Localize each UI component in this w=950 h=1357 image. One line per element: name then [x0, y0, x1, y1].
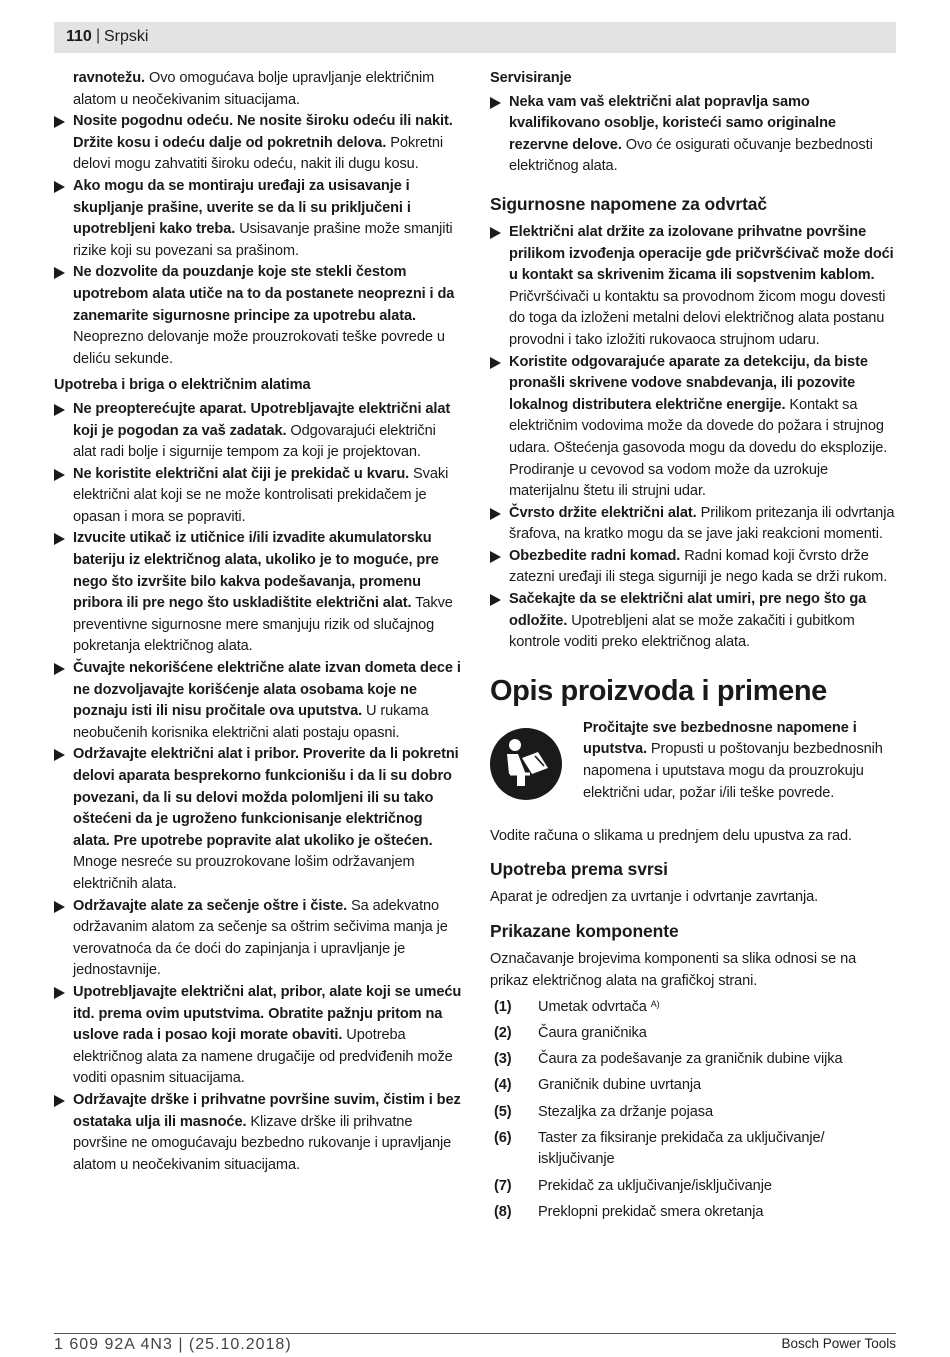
component-item: [490, 1202, 896, 1224]
bullet-triangle-icon: [54, 267, 65, 279]
bullet-triangle-icon: [54, 404, 65, 416]
bullet-item: Sačekajte da se električni alat umiri, pre nego što ga odložite. Upotrebljeni alat se može zakačiti i gubitkom kontrole voditi preko električnog alata.: [490, 589, 896, 654]
read-instructions-notice: Pročitajte sve bezbednosne napomene i uputstva. Propusti u poštovanju bezbednosnih napomena i uputstava mogu da prouzrokuju električni udar, požar i/ili teške povrede.: [490, 718, 896, 826]
bullet-triangle-icon: [54, 181, 65, 193]
continued-paragraph: ravnotežu. Ovo omogućava bolje upravljanje električnim alatom u neočekivanim situacijama.: [73, 70, 435, 108]
bullet-triangle-icon: [490, 97, 501, 109]
intended-use-text: Aparat je odredjen za uvrtanje i odvrtanje zavrtanja.: [490, 889, 819, 906]
read-manual-icon: [490, 728, 562, 800]
component-number: (7): [494, 1177, 512, 1194]
component-label: Umetak odvrtača $^{A)}$: [538, 998, 660, 1015]
component-item: [490, 1049, 896, 1071]
right-column: [490, 68, 896, 1223]
component-number: (4): [494, 1077, 512, 1094]
component-label: Preklopni prekidač smera okretanja: [538, 1203, 764, 1220]
component-label: Taster za fiksiranje prekidača za uključivanje/ isključivanje: [538, 1129, 825, 1168]
bullet-triangle-icon: [54, 663, 65, 675]
component-item: [490, 997, 896, 1019]
component-number: (8): [494, 1203, 512, 1220]
component-label: Graničnik dubine uvrtanja: [538, 1077, 701, 1094]
component-item: [490, 1176, 896, 1198]
bullet-triangle-icon: [490, 508, 501, 520]
components-intro: Označavanje brojevima komponenti sa slika odnosi se na prikaz električnog alata na grafičkoj strani.: [490, 951, 857, 989]
component-label: Stezaljka za držanje pojasa: [538, 1103, 713, 1120]
component-item: [490, 1023, 896, 1045]
component-label: Čaura za podešavanje za graničnik dubine vijka: [538, 1051, 843, 1068]
section-heading-safety: Sigurnosne napomene za odvrtač: [490, 193, 768, 214]
bullet-item: Čuvajte nekorišćene električne alate izvan dometa dece i ne dozvoljavajte korišćenje alata osobama koje ne poznaju isti ili nisu pročitale ova uputstva. U rukama neobučenih korisnika električni alati postaju opasni.: [54, 658, 462, 744]
bullet-item: Ne koristite električni alat čiji je prekidač u kvaru. Svaki električni alat koji se ne može kontrolisati prekidačem je opasan i mora se popraviti.: [54, 464, 462, 529]
component-number: (3): [494, 1051, 512, 1068]
footnote-marker: A): [650, 998, 660, 1009]
bullet-triangle-icon: [490, 551, 501, 563]
bullet-triangle-icon: [54, 901, 65, 913]
component-item: [490, 1102, 896, 1124]
bullet-triangle-icon: [490, 227, 501, 239]
document-code: 1 609 92A 4N3 | (25.10.2018): [54, 1336, 292, 1353]
footer-brand: Bosch Power Tools: [781, 1336, 896, 1351]
component-item: [490, 1075, 896, 1097]
bullet-item: Održavajte drške i prihvatne površine suvim, čistim i bez ostataka ulja ili masnoće. Klizave drške ili prihvatne površine ne omogućavaju bezbedno rukovanje i upravljanje alatom u neočekivanim situacijama.: [54, 1090, 462, 1176]
bullet-item: Upotrebljavajte električni alat, pribor, alate koji se umeću itd. prema ovim uputstvima. Obratite pažnju pritom na uslove rada i posao koji morate obaviti. Upotreba električnog alata za namene drugačije od predviđenih može voditi opasnim situacijama.: [54, 982, 462, 1090]
bullet-item: Održavajte električni alat i pribor. Proverite da li pokretni delovi aparata besprekorno funkcionišu i da li su dobro povezani, da li su delovi možda polomljeni ili su tako oštećeni da je ugroženo funkcionisanje električnog alata. Pre upotrebe popravite alat ukoliko je oštećen. Mnoge nesreće su prouzrokovane lošim održavanjem električnih alata.: [54, 744, 462, 895]
bullet-triangle-icon: [54, 116, 65, 128]
component-number: (2): [494, 1025, 512, 1041]
component-list: [490, 997, 896, 1224]
bullet-item: Koristite odgovarajuće aparate za detekciju, da biste pronašli skrivene vodove snabdevanja, ili pozovite lokalnog distributera električne energije. Kontakt sa električnim vodovima može da dovede do požara i strujnog udara. Oštećenja gasovoda mogu da dovedu do eksplozije. Prodiranje u cevovod sa vodom može da uzrokuje materijalnu štetu ili strujni udar.: [490, 352, 896, 503]
bullet-item: Nosite pogodnu odeću. Ne nosite široku odeću ili nakit. Držite kosu i odeću dalje od pokretnih delova. Pokretni delovi mogu zahvatiti široku odeću, nakit ili dugu kosu.: [54, 111, 462, 176]
component-number: (1): [494, 998, 512, 1015]
section-heading-intended-use: Upotreba prema svrsi: [490, 859, 668, 880]
bullet-list-tool-use: [54, 399, 462, 1176]
bullet-item: Ako mogu da se montiraju uređaji za usisavanje i skupljanje prašine, uverite se da li su priključeni i upotrebljeni kako treba. Usisavanje prašine može smanjiti rizike koji su povezani sa prašinom.: [54, 176, 462, 262]
language-label: Srpski: [104, 28, 149, 45]
section-heading-components: Prikazane komponente: [490, 921, 679, 942]
component-item: [490, 1128, 896, 1171]
bullet-triangle-icon: [54, 749, 65, 761]
bullet-list-safety: [490, 222, 896, 654]
section-heading-tool-use: Upotreba i briga o električnim alatima: [54, 377, 311, 394]
component-label: Čaura graničnika: [538, 1025, 647, 1041]
component-number: (5): [494, 1103, 512, 1120]
bullet-item: Izvucite utikač iz utičnice i/ili izvadite akumulatorsku bateriju iz električnog alata, ukoliko je to moguće, pre nego što izvršite bilo kakva podešavanja, promenu pribora ili pre nego što uskladištite električni alat. Takve preventivne sigurnosne mere smanjuju rizik od slučajnog pokretanja električnog alata.: [54, 528, 462, 658]
page-header: [54, 22, 896, 53]
section-heading-service: Servisiranje: [490, 70, 572, 86]
bullet-item: Ne preopterećujte aparat. Upotrebljavajte električni alat koji je pogodan za vaš zadatak. Odgovarajući električni alat radi bolje i sigurnije tempom za koji je projektovan.: [54, 399, 462, 464]
main-heading: Opis proizvoda i primene: [490, 674, 827, 707]
bullet-item: Električni alat držite za izolovane prihvatne površine prilikom izvođenja operacije gde pričvršćivač može doći u kontakt sa skrivenim žicama ili sopstvenim kablom. Pričvršćivači u kontaktu sa provodnom žicom mogu dovesti do toga da izloženi metalni delovi električnog alata postanu provodni i tako izložiti rukovaoca strujnom udaru.: [490, 222, 896, 352]
intro-text: Vodite računa o slikama u prednjem delu upustva za rad.: [490, 827, 852, 844]
bullet-triangle-icon: [54, 1095, 65, 1107]
footer-divider: [54, 1333, 896, 1334]
bullet-triangle-icon: [490, 357, 501, 369]
bullet-item: Ne dozvolite da pouzdanje koje ste stekli čestom upotrebom alata utiče na to da postanete neoprezni i da zanemarite sigurnosne principe za upotrebu alata. Neoprezno delovanje može prouzrokovati teške povrede u deliću sekunde.: [54, 262, 462, 370]
page-number: 110: [66, 28, 92, 45]
bullet-list-general: [54, 111, 462, 370]
header-separator: |: [96, 27, 101, 44]
bullet-item: Čvrsto držite električni alat. Prilikom pritezanja ili odvrtanja šrafova, na kratko mogu da se jave jaki reakcioni momenti.: [490, 503, 896, 546]
bullet-triangle-icon: [54, 987, 65, 999]
bullet-triangle-icon: [54, 533, 65, 545]
bullet-item: Obezbedite radni komad. Radni komad koji čvrsto drže zatezni uređaji ili stega sigurniji je nego kada se drži rukom.: [490, 546, 896, 589]
bullet-triangle-icon: [490, 594, 501, 606]
bullet-item: Neka vam vaš električni alat popravlja samo kvalifikovano osoblje, koristeći samo originalne rezervne delove. Ovo će osigurati očuvanje bezbednosti električnog alata.: [490, 92, 896, 178]
bullet-triangle-icon: [54, 469, 65, 481]
left-column: [54, 68, 462, 1176]
component-label: Prekidač za uključivanje/isključivanje: [538, 1177, 772, 1194]
component-number: (6): [494, 1129, 512, 1146]
bullet-item: Održavajte alate za sečenje oštre i čiste. Sa adekvatno održavanim alatom za sečenje sa oštrim sečivima manja je verovatnoća da će doći do zapinjanja i upravljanje je jednostavnije.: [54, 896, 462, 982]
